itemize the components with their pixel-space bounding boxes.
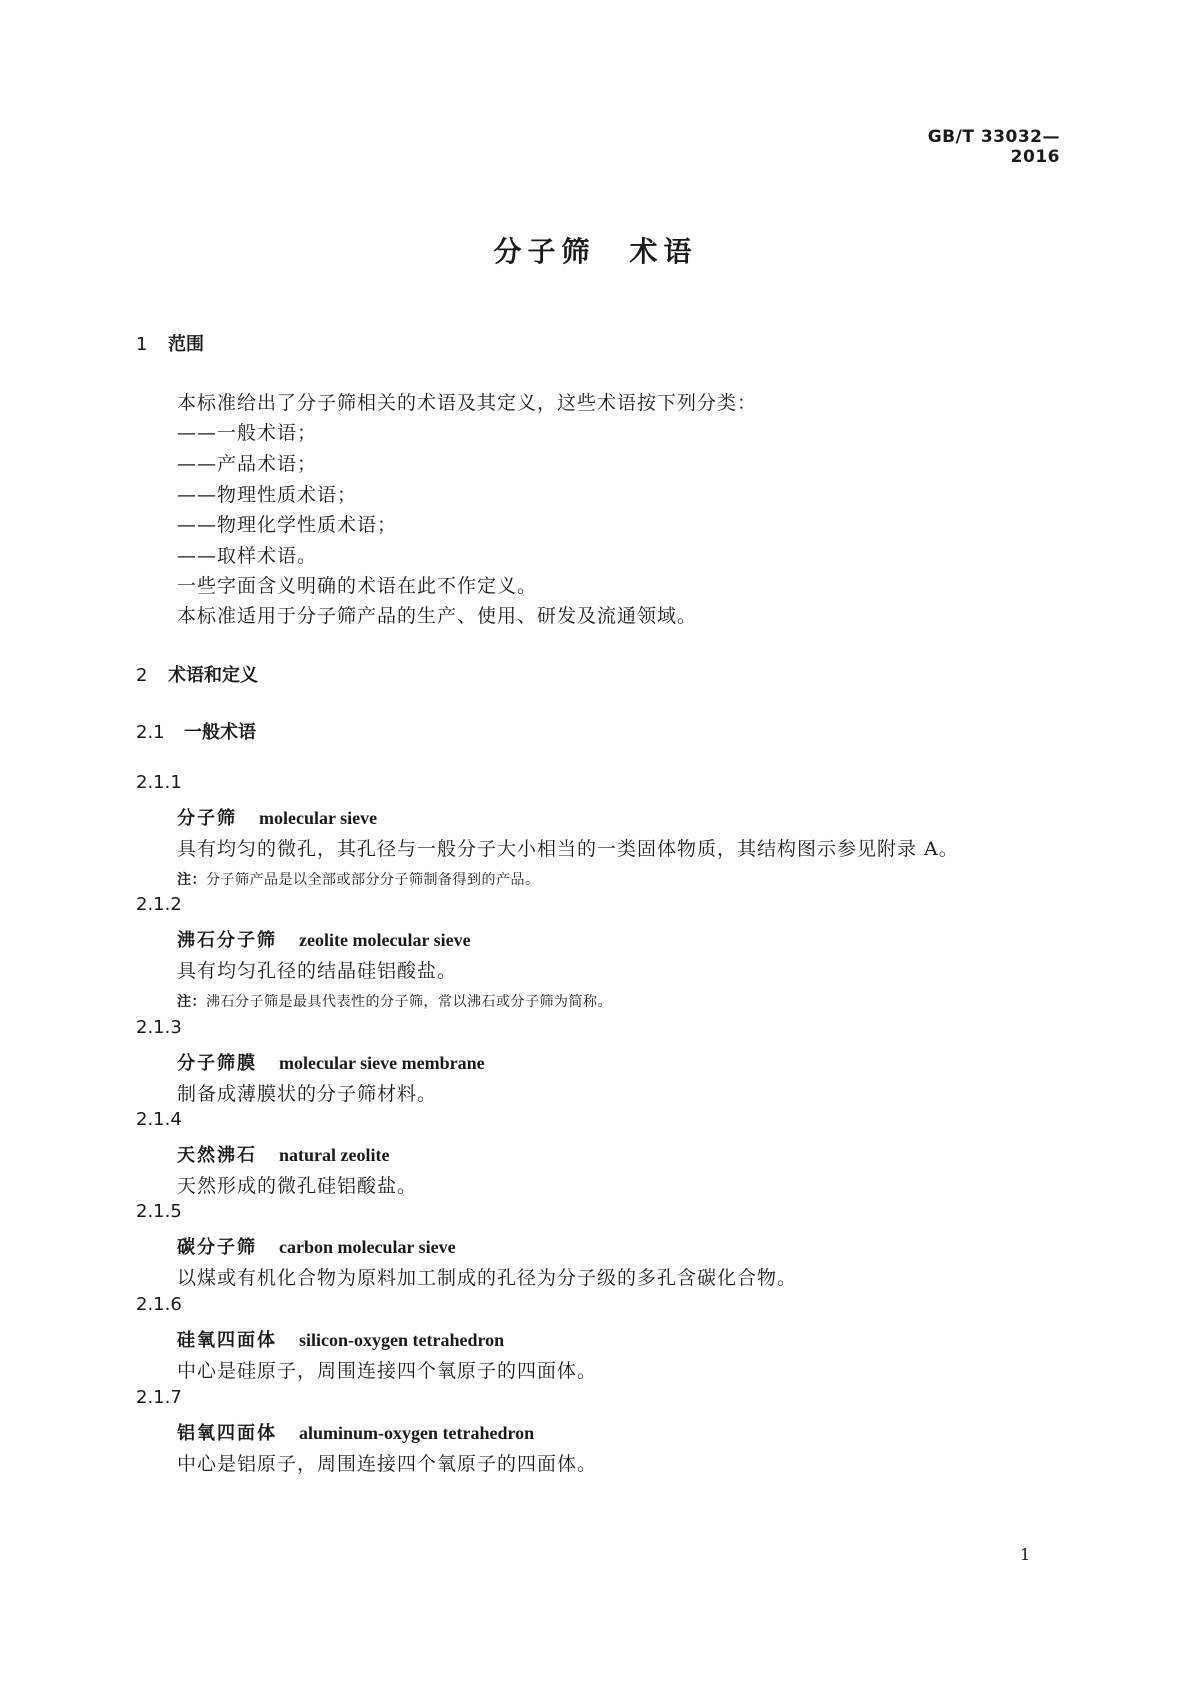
scope-paragraph: 一些字面含义明确的术语在此不作定义。 [177,575,538,597]
section-2-heading [136,661,258,687]
term-note [177,869,540,889]
term-entry [177,1326,504,1352]
term-number: 2.1.3 [136,1017,182,1038]
term-chinese: 碳分子筛 [177,1237,257,1258]
term-chinese: 硅氧四面体 [177,1330,277,1351]
term-number: 2.1.4 [136,1109,182,1130]
term-english: carbon molecular sieve [279,1237,456,1257]
scope-list-item: ——物理化学性质术语； [177,514,398,536]
note-text: 分子筛产品是以全部或部分分子筛制备得到的产品。 [206,872,540,888]
term-number: 2.1.1 [136,772,182,793]
term-number: 2.1.6 [136,1294,182,1315]
scope-list-item: ——物理性质术语； [177,484,358,506]
term-definition: 具有均匀的微孔，其孔径与一般分子大小相当的一类固体物质，其结构图示参见附录 A。 [177,838,959,860]
note-label: 注： [177,872,206,888]
section-number: 2.1 [136,722,165,743]
scope-list-item: ——取样术语。 [177,545,318,567]
term-definition: 天然形成的微孔硅铝酸盐。 [177,1175,418,1197]
section-number: 2 [136,665,148,686]
scope-paragraph: 本标准适用于分子筛产品的生产、使用、研发及流通领域。 [177,605,698,627]
term-number: 2.1.5 [136,1201,182,1222]
scope-list-item: ——一般术语； [177,422,318,444]
term-english: natural zeolite [279,1145,390,1165]
scope-list-item: ——产品术语； [177,453,318,475]
term-chinese: 分子筛 [177,808,237,829]
term-chinese: 天然沸石 [177,1145,257,1166]
term-definition: 中心是铝原子，周围连接四个氧原子的四面体。 [177,1453,598,1475]
section-1-heading [136,330,204,356]
term-english: aluminum-oxygen tetrahedron [299,1423,535,1443]
document-title: 分子筛 术语 [493,235,698,268]
page-number: 1 [1020,1545,1031,1564]
term-entry [177,804,377,830]
section-title: 范围 [168,334,204,355]
term-chinese: 铝氧四面体 [177,1423,277,1444]
term-entry [177,926,471,952]
term-entry [177,1049,485,1075]
term-english: molecular sieve membrane [279,1053,485,1073]
section-title: 术语和定义 [168,665,258,686]
term-definition: 制备成薄膜状的分子筛材料。 [177,1083,438,1105]
section-number: 1 [136,334,148,355]
section-2-1-heading [136,718,256,744]
term-english: silicon-oxygen tetrahedron [299,1330,505,1350]
term-entry [177,1141,389,1167]
term-english: molecular sieve [259,808,378,828]
term-number: 2.1.2 [136,894,182,915]
term-chinese: 沸石分子筛 [177,930,277,951]
term-number: 2.1.7 [136,1387,182,1408]
term-definition: 中心是硅原子，周围连接四个氧原子的四面体。 [177,1360,598,1382]
scope-paragraph: 本标准给出了分子筛相关的术语及其定义，这些术语按下列分类： [177,392,758,414]
term-chinese: 分子筛膜 [177,1053,257,1074]
section-title: 一般术语 [184,722,256,743]
term-definition: 以煤或有机化合物为原料加工制成的孔径为分子级的多孔含碳化合物。 [177,1267,798,1289]
term-english: zeolite molecular sieve [299,930,471,950]
term-note [177,991,612,1011]
note-label: 注： [177,994,206,1010]
note-text: 沸石分子筛是最具代表性的分子筛，常以沸石或分子筛为简称。 [206,994,612,1010]
term-definition: 具有均匀孔径的结晶硅铝酸盐。 [177,960,458,982]
term-entry [177,1419,534,1445]
standard-code: GB/T 33032—2016 [927,127,1060,167]
term-entry [177,1233,456,1259]
